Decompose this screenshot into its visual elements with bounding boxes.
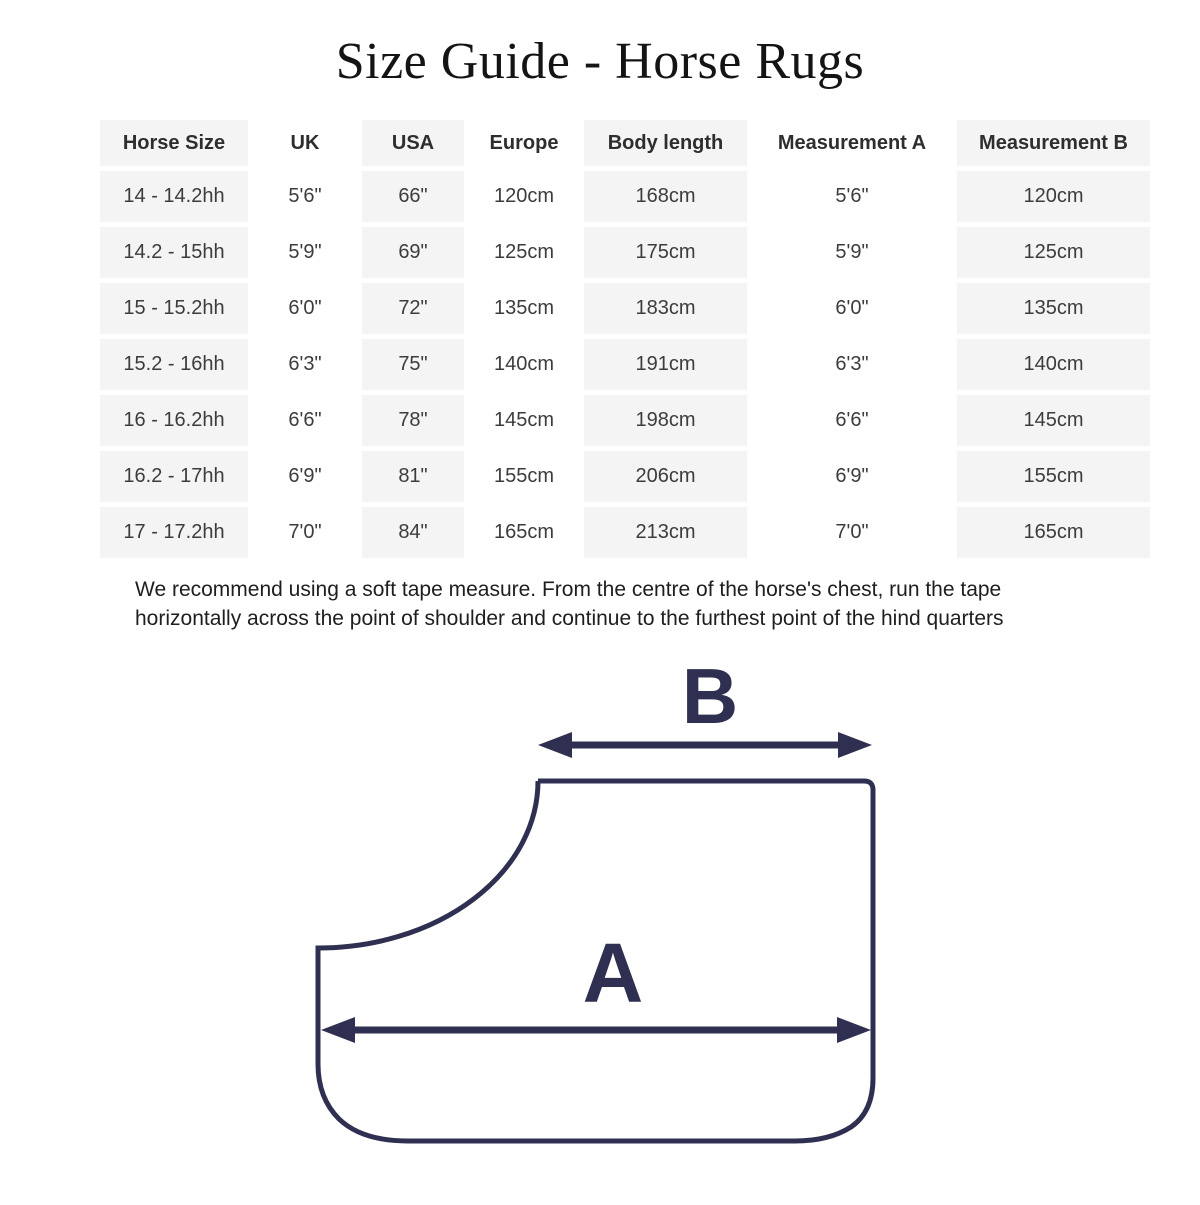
arrow-b-right-head-icon — [838, 732, 872, 758]
arrow-b-left-head-icon — [538, 732, 572, 758]
arrow-a-right-head-icon — [837, 1017, 871, 1043]
cell: 125cm — [470, 227, 578, 278]
cell: 81" — [362, 451, 464, 502]
measurement-b-label: B — [681, 652, 739, 740]
cell: 5'6" — [254, 171, 356, 222]
cell: 7'0" — [753, 507, 951, 558]
cell: 84" — [362, 507, 464, 558]
cell: 6'0" — [254, 283, 356, 334]
cell: 15 - 15.2hh — [100, 283, 248, 334]
page-title: Size Guide - Horse Rugs — [335, 33, 865, 90]
table-body — [100, 171, 1150, 558]
cell: 72" — [362, 283, 464, 334]
table-row — [100, 283, 1150, 334]
cell: 183cm — [584, 283, 747, 334]
cell: 16.2 - 17hh — [100, 451, 248, 502]
column-header: UK — [254, 120, 356, 166]
column-header: Measurement B — [957, 120, 1150, 166]
column-header: USA — [362, 120, 464, 166]
cell: 198cm — [584, 395, 747, 446]
table-row — [100, 395, 1150, 446]
measurement-a-arrow — [321, 1017, 871, 1043]
cell: 135cm — [957, 283, 1150, 334]
cell: 15.2 - 16hh — [100, 339, 248, 390]
cell: 140cm — [470, 339, 578, 390]
table-row — [100, 227, 1150, 278]
table-header — [100, 120, 1150, 166]
cell: 7'0" — [254, 507, 356, 558]
cell: 5'9" — [753, 227, 951, 278]
cell: 145cm — [470, 395, 578, 446]
cell: 78" — [362, 395, 464, 446]
cell: 14 - 14.2hh — [100, 171, 248, 222]
measurement-a-label: A — [582, 926, 644, 1020]
cell: 145cm — [957, 395, 1150, 446]
cell: 66" — [362, 171, 464, 222]
cell: 165cm — [470, 507, 578, 558]
column-header: Horse Size — [100, 120, 248, 166]
column-header: Europe — [470, 120, 578, 166]
table-row — [100, 507, 1150, 558]
cell: 14.2 - 15hh — [100, 227, 248, 278]
column-header: Body length — [584, 120, 747, 166]
rug-diagram-svg — [0, 640, 1200, 1200]
table-row — [100, 339, 1150, 390]
cell: 75" — [362, 339, 464, 390]
cell: 16 - 16.2hh — [100, 395, 248, 446]
table-row — [100, 451, 1150, 502]
cell: 206cm — [584, 451, 747, 502]
cell: 6'6" — [254, 395, 356, 446]
cell: 6'0" — [753, 283, 951, 334]
cell: 168cm — [584, 171, 747, 222]
column-header: Measurement A — [753, 120, 951, 166]
table-row — [100, 171, 1150, 222]
cell: 5'6" — [753, 171, 951, 222]
cell: 155cm — [957, 451, 1150, 502]
cell: 213cm — [584, 507, 747, 558]
cell: 120cm — [957, 171, 1150, 222]
cell: 140cm — [957, 339, 1150, 390]
cell: 125cm — [957, 227, 1150, 278]
cell: 5'9" — [254, 227, 356, 278]
cell: 135cm — [470, 283, 578, 334]
cell: 17 - 17.2hh — [100, 507, 248, 558]
cell: 120cm — [470, 171, 578, 222]
measuring-note: We recommend using a soft tape measure. From the centre of the horse's chest, run the tape horizontally across the point of shoulder and continue to the furthest point of the hind quarters — [135, 578, 1004, 630]
cell: 69" — [362, 227, 464, 278]
header-row — [100, 120, 1150, 166]
cell: 6'3" — [254, 339, 356, 390]
cell: 6'9" — [753, 451, 951, 502]
cell: 6'3" — [753, 339, 951, 390]
cell: 6'6" — [753, 395, 951, 446]
cell: 155cm — [470, 451, 578, 502]
arrow-a-left-head-icon — [321, 1017, 355, 1043]
cell: 191cm — [584, 339, 747, 390]
rug-measurement-diagram — [0, 640, 1200, 1200]
size-guide-table — [94, 115, 1156, 563]
cell: 165cm — [957, 507, 1150, 558]
cell: 6'9" — [254, 451, 356, 502]
cell: 175cm — [584, 227, 747, 278]
